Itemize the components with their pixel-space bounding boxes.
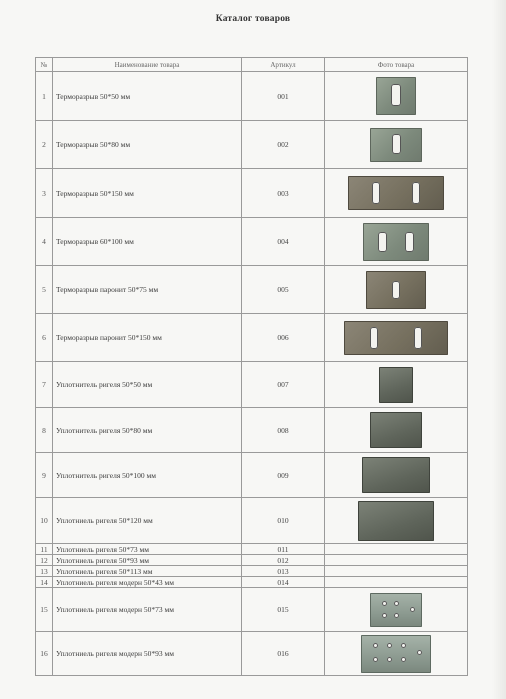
product-photo-cell (325, 555, 468, 566)
product-photo (358, 501, 434, 541)
row-number: 13 (36, 566, 53, 577)
product-photo-cell (325, 362, 468, 408)
table-row (36, 72, 468, 121)
row-number: 12 (36, 555, 53, 566)
product-article: 014 (242, 577, 325, 588)
row-number: 6 (36, 314, 53, 362)
product-photo-cell (325, 566, 468, 577)
product-photo-cell (325, 121, 468, 169)
product-name: Терморазрыв паронит 50*75 мм (53, 266, 242, 314)
table-row (36, 577, 468, 588)
row-number: 14 (36, 577, 53, 588)
product-photo-cell (325, 453, 468, 498)
row-number: 2 (36, 121, 53, 169)
row-number: 9 (36, 453, 53, 498)
product-article: 001 (242, 72, 325, 121)
table-row (36, 498, 468, 544)
table-row (36, 453, 468, 498)
product-photo-cell (325, 577, 468, 588)
product-name: Уплотниель ригеля 50*93 мм (53, 555, 242, 566)
product-article: 006 (242, 314, 325, 362)
table-row (36, 632, 468, 676)
product-name: Терморазрыв 60*100 мм (53, 218, 242, 266)
product-article: 012 (242, 555, 325, 566)
table-row (36, 408, 468, 453)
row-number: 11 (36, 544, 53, 555)
product-name: Уплотниель ригеля модерн 50*43 мм (53, 577, 242, 588)
product-photo-cell (325, 169, 468, 218)
column-header-num: № (36, 58, 53, 72)
product-article: 004 (242, 218, 325, 266)
product-name: Терморазрыв 50*150 мм (53, 169, 242, 218)
table-row (36, 266, 468, 314)
column-header-article: Артикул (242, 58, 325, 72)
product-photo (376, 77, 416, 115)
column-header-name: Наименование товара (53, 58, 242, 72)
product-photo-cell (325, 498, 468, 544)
row-number: 16 (36, 632, 53, 676)
scan-edge (492, 0, 506, 699)
product-name: Уплотниель ригеля 50*120 мм (53, 498, 242, 544)
column-header-photo: Фото товара (325, 58, 468, 72)
product-photo (370, 593, 422, 627)
product-article: 009 (242, 453, 325, 498)
row-number: 5 (36, 266, 53, 314)
product-photo (370, 412, 422, 448)
product-article: 007 (242, 362, 325, 408)
row-number: 4 (36, 218, 53, 266)
table-row (36, 169, 468, 218)
row-number: 15 (36, 588, 53, 632)
product-article: 011 (242, 544, 325, 555)
table-row (36, 566, 468, 577)
table-row (36, 588, 468, 632)
product-photo-cell (325, 544, 468, 555)
product-article: 002 (242, 121, 325, 169)
product-photo-cell (325, 632, 468, 676)
product-name: Уплотнитель ригеля 50*80 мм (53, 408, 242, 453)
product-article: 003 (242, 169, 325, 218)
product-name: Уплотнитель ригеля 50*100 мм (53, 453, 242, 498)
product-photo (370, 128, 422, 162)
product-photo (344, 321, 448, 355)
table-row (36, 121, 468, 169)
table-header-row (36, 58, 468, 72)
table-row (36, 362, 468, 408)
product-photo (362, 457, 430, 493)
product-article: 008 (242, 408, 325, 453)
product-photo (379, 367, 413, 403)
product-photo-cell (325, 314, 468, 362)
product-photo (348, 176, 444, 210)
product-name: Уплотниель ригеля модерн 50*93 мм (53, 632, 242, 676)
product-article: 013 (242, 566, 325, 577)
product-article: 005 (242, 266, 325, 314)
table-row (36, 555, 468, 566)
product-name: Терморазрыв паронит 50*150 мм (53, 314, 242, 362)
product-photo-cell (325, 588, 468, 632)
catalog-table (35, 57, 468, 676)
product-photo (366, 271, 426, 309)
table-row (36, 218, 468, 266)
row-number: 10 (36, 498, 53, 544)
product-photo-cell (325, 408, 468, 453)
table-row (36, 314, 468, 362)
product-article: 010 (242, 498, 325, 544)
product-article: 015 (242, 588, 325, 632)
product-photo (363, 223, 429, 261)
product-name: Терморазрыв 50*80 мм (53, 121, 242, 169)
product-name: Уплотнитель ригеля 50*50 мм (53, 362, 242, 408)
product-name: Уплотниель ригеля 50*73 мм (53, 544, 242, 555)
product-photo-cell (325, 218, 468, 266)
product-name: Уплотниель ригеля модерн 50*73 мм (53, 588, 242, 632)
row-number: 8 (36, 408, 53, 453)
row-number: 7 (36, 362, 53, 408)
product-photo-cell (325, 72, 468, 121)
product-photo-cell (325, 266, 468, 314)
product-name: Терморазрыв 50*50 мм (53, 72, 242, 121)
row-number: 3 (36, 169, 53, 218)
product-photo (361, 635, 431, 673)
table-row (36, 544, 468, 555)
row-number: 1 (36, 72, 53, 121)
product-article: 016 (242, 632, 325, 676)
page-title: Каталог товаров (215, 14, 291, 24)
product-name: Уплотниель ригеля 50*113 мм (53, 566, 242, 577)
